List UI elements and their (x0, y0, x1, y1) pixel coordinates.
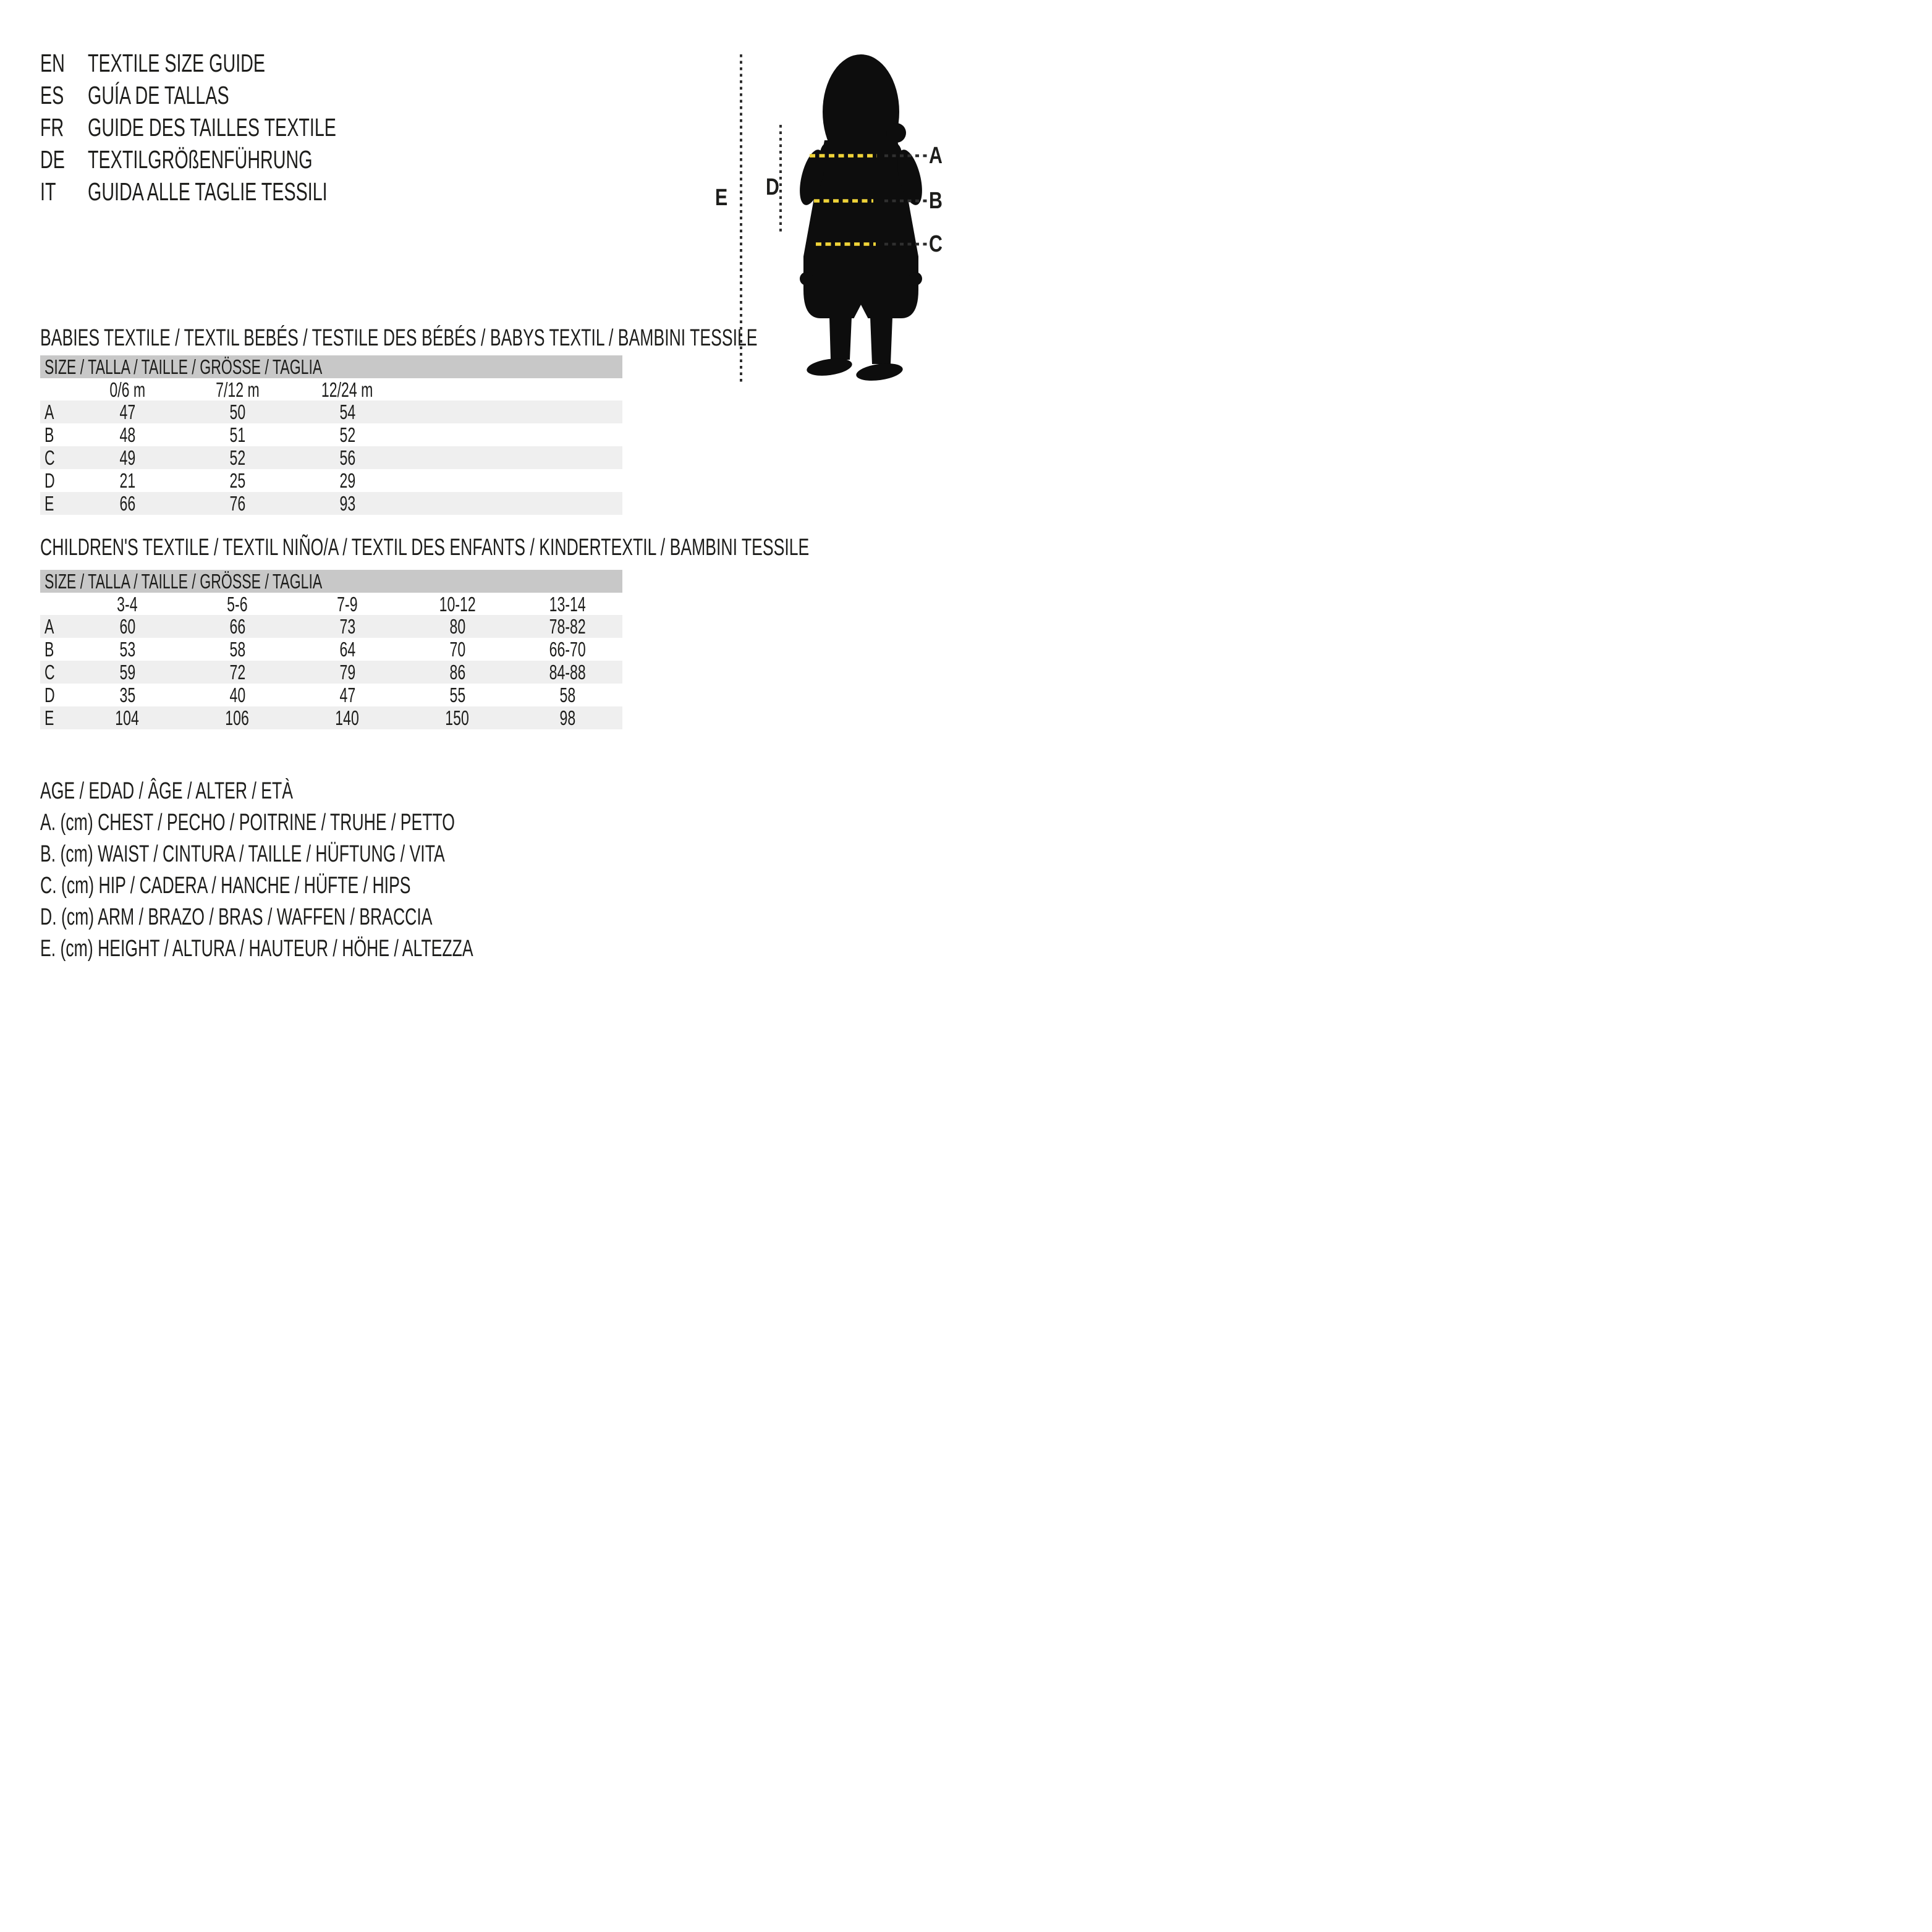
column-header: 12/24 m (321, 378, 373, 401)
legend-line-age: AGE / EDAD / ÂGE / ALTER / ETÀ (40, 778, 293, 804)
table-row (40, 446, 622, 469)
cell-value: 150 (445, 706, 470, 729)
cell-value: 25 (229, 469, 245, 492)
column-header: 7/12 m (215, 378, 260, 401)
cell-value: 58 (229, 638, 245, 661)
cell-value: 64 (339, 638, 355, 661)
table-row (40, 615, 622, 638)
size-header-bar: SIZE / TALLA / TAILLE / GRÖSSE / TAGLIA (40, 570, 622, 593)
cell-value: 35 (119, 684, 135, 706)
cell-value: 80 (449, 615, 465, 638)
table-row (40, 423, 622, 446)
cell-value: 40 (229, 684, 245, 706)
table-row (40, 469, 622, 492)
size-header-bar: SIZE / TALLA / TAILLE / GRÖSSE / TAGLIA (40, 355, 622, 378)
cell-value: 98 (559, 706, 575, 729)
textile-size-guide-page (0, 0, 966, 966)
table-row (40, 706, 622, 729)
column-header: 10-12 (439, 593, 476, 616)
cell-value: 66 (229, 615, 245, 638)
legend-line-arm: D. (cm) ARM / BRAZO / BRAS / WAFFEN / BRACCIA (40, 904, 433, 930)
cell-value: 106 (225, 706, 250, 729)
language-code: DE (40, 145, 65, 174)
cell-value: 53 (119, 638, 135, 661)
cell-value: 29 (339, 469, 355, 492)
guide-title: TEXTILGRÖßENFÜHRUNG (88, 145, 313, 174)
cell-value: 70 (449, 638, 465, 661)
row-label: A (44, 400, 54, 423)
cell-value: 79 (339, 661, 355, 684)
cell-value: 72 (229, 661, 245, 684)
table-row (40, 638, 622, 661)
babies-section-title: BABIES TEXTILE / TEXTIL BEBÉS / TESTILE DES BÉBÉS / BABYS TEXTIL / BAMBINI TESSILE (40, 325, 758, 351)
cell-value: 140 (335, 706, 360, 729)
cell-value: 78-82 (549, 615, 586, 638)
cell-value: 104 (115, 706, 140, 729)
cell-value: 59 (119, 661, 135, 684)
cell-value: 55 (449, 684, 465, 706)
table-row (40, 684, 622, 706)
cell-value: 47 (119, 400, 135, 423)
babies-column-header-row (40, 378, 622, 400)
cell-value: 86 (449, 661, 465, 684)
table-row (40, 661, 622, 684)
children-section-title: CHILDREN'S TEXTILE / TEXTIL NIÑO/A / TEXTIL DES ENFANTS / KINDERTEXTIL / BAMBINI TESSILE (40, 535, 810, 561)
cell-value: 66-70 (549, 638, 586, 661)
column-header: 5-6 (227, 593, 248, 616)
cell-value: 52 (339, 423, 355, 446)
cell-value: 93 (339, 492, 355, 515)
cell-value: 60 (119, 615, 135, 638)
cell-value: 56 (339, 446, 355, 469)
cell-value: 49 (119, 446, 135, 469)
table-row (40, 492, 622, 515)
column-header: 7-9 (337, 593, 358, 616)
babies-size-table (40, 355, 622, 515)
height-measure-label: E (715, 185, 728, 211)
measurement-legend (40, 776, 659, 965)
cell-value: 52 (229, 446, 245, 469)
row-label: C (44, 661, 55, 684)
cell-value: 76 (229, 492, 245, 515)
language-code: IT (40, 177, 56, 206)
language-code: EN (40, 49, 65, 77)
legend-line-hip: C. (cm) HIP / CADERA / HANCHE / HÜFTE / HIPS (40, 873, 411, 899)
cell-value: 54 (339, 400, 355, 423)
language-code: ES (40, 81, 64, 109)
legend-line-chest: A. (cm) CHEST / PECHO / POITRINE / TRUHE / PETTO (40, 810, 455, 836)
guide-title: GUÍA DE TALLAS (88, 81, 229, 109)
children-size-table (40, 570, 622, 729)
cell-value: 47 (339, 684, 355, 706)
row-label: B (44, 638, 54, 661)
row-label: E (44, 492, 54, 515)
cell-value: 48 (119, 423, 135, 446)
legend-line-height: E. (cm) HEIGHT / ALTURA / HAUTEUR / HÖHE / ALTEZZA (40, 936, 473, 962)
table-row (40, 400, 622, 423)
row-label: E (44, 706, 54, 729)
cell-value: 84-88 (549, 661, 586, 684)
column-header: 13-14 (549, 593, 586, 616)
guide-title: TEXTILE SIZE GUIDE (88, 49, 266, 77)
column-header: 0/6 m (109, 378, 145, 401)
row-label: A (44, 615, 54, 638)
legend-line-waist: B. (cm) WAIST / CINTURA / TAILLE / HÜFTUNG / VITA (40, 841, 445, 867)
arm-measure-label: D (766, 174, 779, 200)
cell-value: 73 (339, 615, 355, 638)
column-header: 3-4 (117, 593, 138, 616)
children-column-header-row (40, 593, 622, 615)
row-label: C (44, 446, 55, 469)
guide-title: GUIDA ALLE TAGLIE TESSILI (88, 177, 328, 206)
row-label: D (44, 684, 55, 706)
waist-measure-label: B (929, 188, 943, 214)
guide-title: GUIDE DES TAILLES TEXTILE (88, 113, 336, 142)
chest-measure-label: A (929, 143, 943, 169)
cell-value: 51 (229, 423, 245, 446)
row-label: D (44, 469, 55, 492)
cell-value: 50 (229, 400, 245, 423)
cell-value: 21 (119, 469, 135, 492)
cell-value: 58 (559, 684, 575, 706)
language-code: FR (40, 113, 64, 142)
hip-measure-label: C (929, 231, 943, 257)
row-label: B (44, 423, 54, 446)
cell-value: 66 (119, 492, 135, 515)
